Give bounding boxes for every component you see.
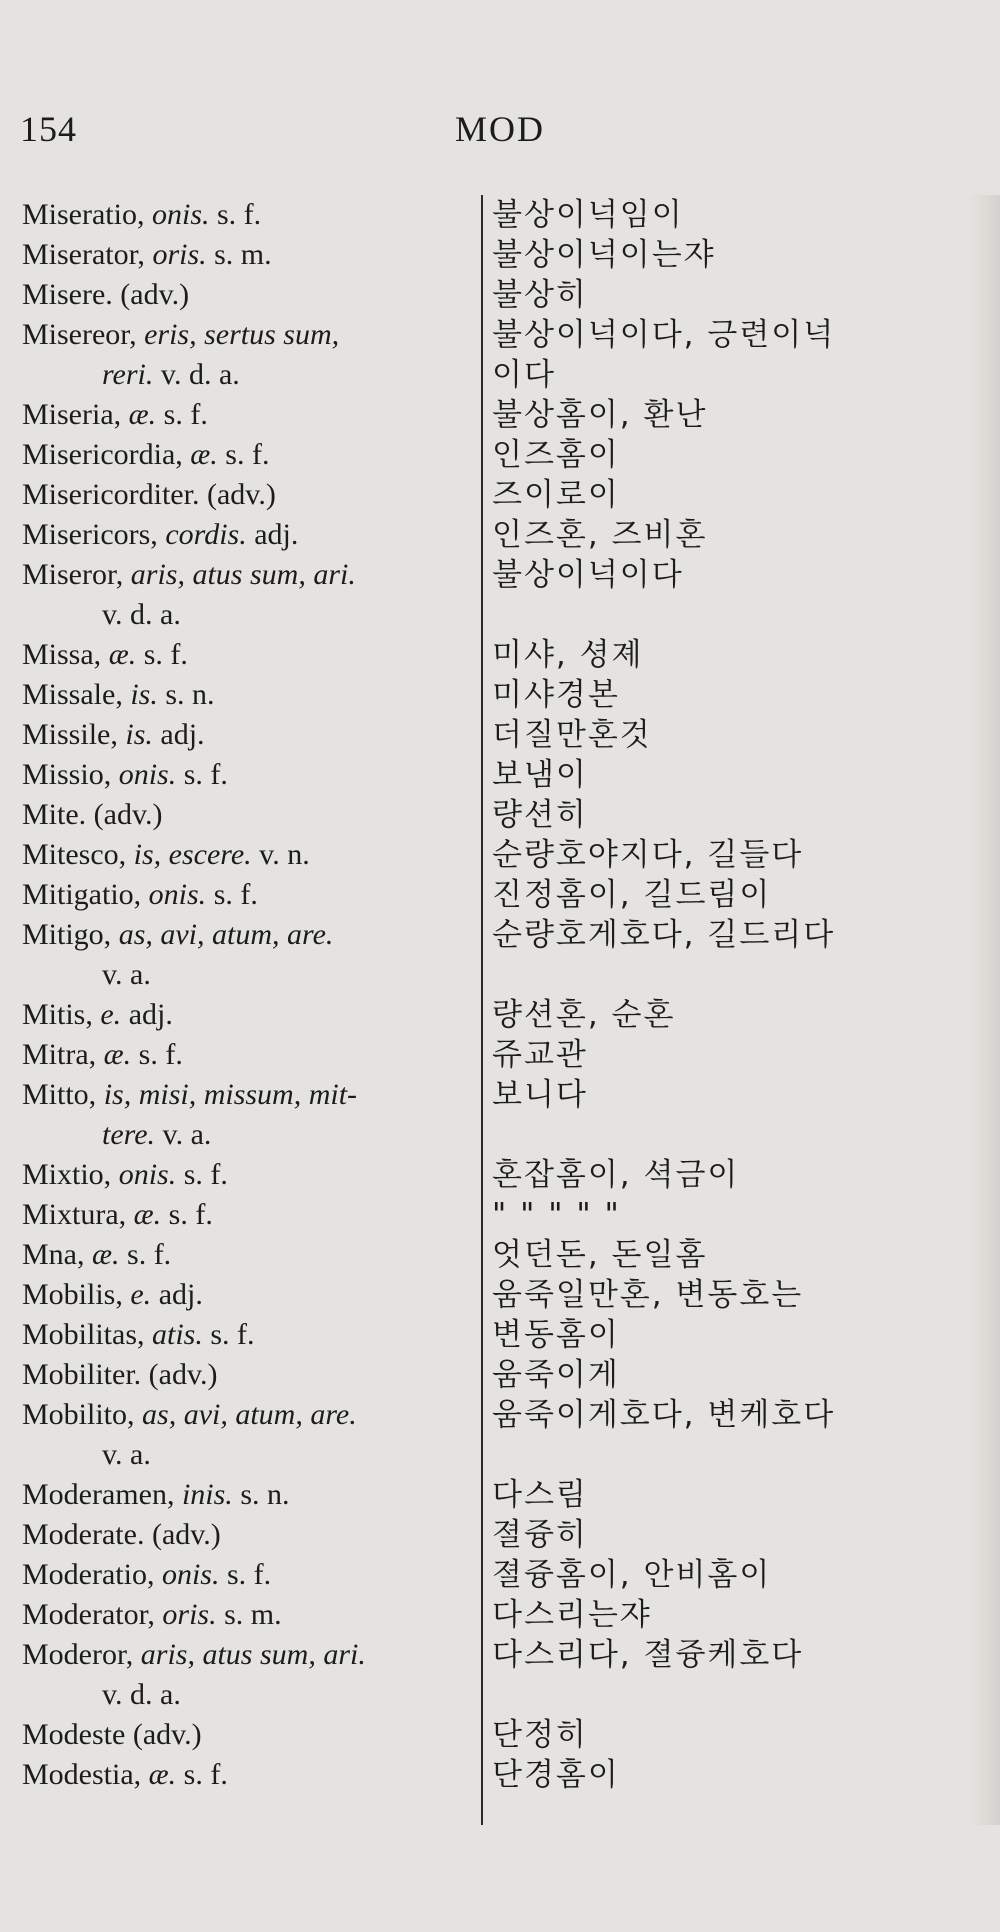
latin-line: Miserator, oris. s. m. [22,238,272,271]
latin-headword [22,1275,482,1315]
latin-line: Moderator, oris. s. m. [22,1598,282,1631]
latin-line: Misericordia, æ. s. f. [22,438,270,471]
dictionary-entry [22,1715,982,1755]
dictionary-entry [22,555,982,635]
latin-line: Mixtio, onis. s. f. [22,1158,228,1191]
dictionary-entry [22,1555,982,1595]
page-number: 154 [20,109,77,149]
latin-headword [22,995,482,1035]
dictionary-entry [22,915,982,995]
latin-line: Mobiliter. (adv.) [22,1358,218,1391]
latin-headword [22,275,482,315]
latin-headword [22,195,482,235]
korean-translation: 졀즁히 [492,1517,588,1553]
running-head: MOD [454,109,545,149]
dictionary-entry [22,435,982,475]
dictionary-entry [22,1355,982,1395]
latin-line: Moderatio, onis. s. f. [22,1558,272,1591]
korean-translation: 인즈혼, 즈비혼 [492,517,708,553]
korean-translation: 불상이넉임이 [492,197,684,233]
latin-continuation-line: tere. v. a. [102,1118,212,1151]
latin-continuation-line: v. d. a. [102,1678,181,1711]
latin-headword [22,915,482,995]
dictionary-entry [22,1075,982,1155]
latin-line: Mixtura, æ. s. f. [22,1198,213,1231]
latin-headword [22,395,482,435]
dictionary-entry [22,475,982,515]
latin-line: Modestia, æ. s. f. [22,1758,228,1791]
korean-translation-continuation: 이다 [492,357,556,393]
latin-line: Mitra, æ. s. f. [22,1038,183,1071]
korean-translation: 불상홈이, 환난 [492,397,708,433]
latin-line: Mna, æ. s. f. [22,1238,172,1271]
dictionary-entry [22,1755,982,1795]
latin-headword [22,1315,482,1355]
korean-translation: 인즈홈이 [492,437,620,473]
dictionary-entry [22,1395,982,1475]
latin-headword [22,1755,482,1795]
dictionary-entry [22,755,982,795]
korean-translation: 다스림 [492,1477,588,1513]
korean-translation: 량션혼, 순혼 [492,997,676,1033]
latin-headword [22,1355,482,1395]
latin-continuation-line: v. d. a. [102,598,181,631]
latin-headword [22,635,482,675]
latin-headword [22,1515,482,1555]
latin-line: Mitigo, as, avi, atum, are. [22,918,334,951]
latin-line: Missile, is. adj. [22,718,205,751]
latin-headword [22,675,482,715]
latin-headword [22,1715,482,1755]
dictionary-entry [22,995,982,1035]
korean-translation: 움죽이게 [492,1357,620,1393]
korean-translation: 순량호야지다, 길들다 [492,837,804,873]
latin-continuation-line: reri. v. d. a. [102,358,240,391]
dictionary-entry [22,235,982,275]
latin-line: Mitis, e. adj. [22,998,173,1031]
korean-translation: 움죽일만혼, 변동호는 [492,1277,804,1313]
dictionary-entry [22,1035,982,1075]
latin-headword [22,795,482,835]
korean-translation: 보니다 [492,1077,588,1113]
latin-headword [22,1635,482,1715]
dictionary-entry [22,1475,982,1515]
latin-headword [22,555,482,635]
latin-headword [22,835,482,875]
korean-translation: 단정히 [492,1717,588,1753]
latin-line: Mobilitas, atis. s. f. [22,1318,255,1351]
korean-translation: 불상이넉이다 [492,557,684,593]
dictionary-entry [22,675,982,715]
latin-headword [22,1595,482,1635]
korean-translation: 변동홈이 [492,1317,620,1353]
latin-line: Misere. (adv.) [22,278,190,311]
dictionary-entry [22,1235,982,1275]
latin-line: Mite. (adv.) [22,798,163,831]
korean-translation: 혼잡홈이, 셕금이 [492,1157,740,1193]
korean-translation: 량션히 [492,797,588,833]
korean-translation: 움죽이게호다, 변케호다 [492,1397,836,1433]
latin-headword [22,1235,482,1275]
korean-translation: 졀즁홈이, 안비홈이 [492,1557,772,1593]
korean-translation: 다스리는쟈 [492,1597,652,1633]
latin-headword [22,1195,482,1235]
latin-headword [22,1395,482,1475]
dictionary-entry [22,1275,982,1315]
dictionary-entry [22,195,982,235]
latin-line: Mitto, is, misi, missum, mit- [22,1078,358,1111]
latin-line: Misericorditer. (adv.) [22,478,276,511]
korean-translation: 진정홈이, 길드림이 [492,877,772,913]
latin-line: Mobilis, e. adj. [22,1278,203,1311]
latin-line: Missa, æ. s. f. [22,638,188,671]
korean-translation: " " " " " [492,1197,621,1233]
latin-line: Miseror, aris, atus sum, ari. [22,558,356,591]
latin-headword [22,315,482,395]
korean-translation: 미샤, 셩졔 [492,637,644,673]
dictionary-entry [22,1595,982,1635]
dictionary-entry [22,1315,982,1355]
dictionary-entry [22,275,982,315]
korean-translation: 불상이넉이다, 긍련이넉 [492,317,836,353]
dictionary-entry [22,875,982,915]
latin-line: Missio, onis. s. f. [22,758,228,791]
korean-translation: 더질만혼것 [492,717,652,753]
korean-translation: 불상히 [492,277,588,313]
dictionary-entry [22,515,982,555]
latin-line: Miseratio, onis. s. f. [22,198,262,231]
latin-headword [22,1075,482,1155]
dictionary-entry [22,635,982,675]
latin-headword [22,715,482,755]
latin-headword [22,235,482,275]
latin-headword [22,475,482,515]
korean-translation: 쥬교관 [492,1037,588,1073]
latin-headword [22,1035,482,1075]
latin-continuation-line: v. a. [102,1438,151,1471]
latin-line: Misericors, cordis. adj. [22,518,299,551]
latin-continuation-line: v. a. [102,958,151,991]
latin-line: Moderor, aris, atus sum, ari. [22,1638,366,1671]
latin-line: Moderate. (adv.) [22,1518,221,1551]
latin-headword [22,755,482,795]
dictionary-entry [22,395,982,435]
latin-line: Modeste (adv.) [22,1718,202,1751]
korean-translation: 불상이넉이는쟈 [492,237,716,273]
dictionary-entry [22,835,982,875]
latin-headword [22,875,482,915]
dictionary-entry [22,1195,982,1235]
korean-translation: 순량호게호다, 길드리다 [492,917,836,953]
latin-headword [22,1475,482,1515]
latin-line: Mitesco, is, escere. v. n. [22,838,310,871]
dictionary-entry [22,715,982,755]
dictionary-entry [22,1155,982,1195]
dictionary-entry [22,1515,982,1555]
latin-headword [22,1155,482,1195]
korean-translation: 단경홈이 [492,1757,620,1793]
korean-translation: 보냄이 [492,757,588,793]
korean-translation: 즈이로이 [492,477,620,513]
latin-headword [22,515,482,555]
latin-line: Miseria, æ. s. f. [22,398,208,431]
korean-translation: 미샤경본 [492,677,620,713]
korean-translation: 엇던돈, 돈일홈 [492,1237,708,1273]
latin-headword [22,435,482,475]
latin-headword [22,1555,482,1595]
latin-line: Mitigatio, onis. s. f. [22,878,258,911]
entry-list [22,195,982,1795]
latin-line: Missale, is. s. n. [22,678,215,711]
korean-translation: 다스리다, 졀즁케호다 [492,1637,804,1673]
dictionary-entry [22,315,982,395]
latin-line: Misereor, eris, sertus sum, [22,318,340,351]
latin-line: Mobilito, as, avi, atum, are. [22,1398,357,1431]
latin-line: Moderamen, inis. s. n. [22,1478,290,1511]
dictionary-entry [22,795,982,835]
dictionary-entry [22,1635,982,1715]
